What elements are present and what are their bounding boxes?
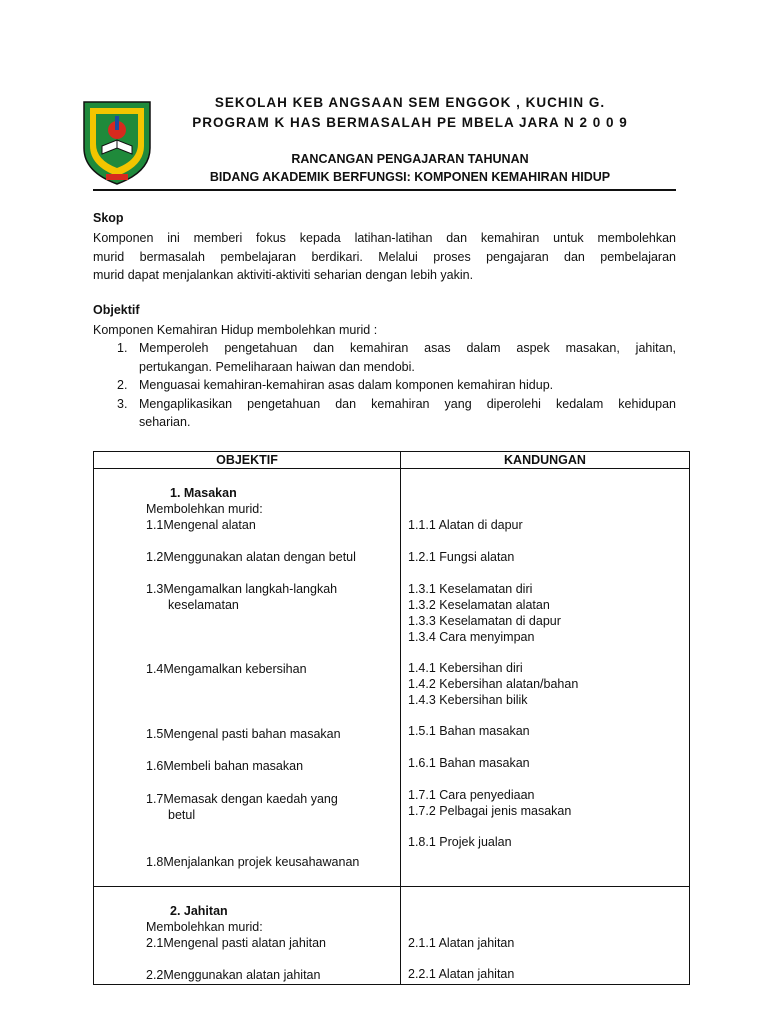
content-item: 1.4.1 Kebersihan diri (408, 661, 523, 675)
content-item: 1.3.2 Keselamatan alatan (408, 598, 550, 612)
item-line: Memperoleh pengetahuan dan kemahiran asas dalam aspek masakan, jahitan, (139, 341, 676, 355)
item-number: 2. (117, 378, 128, 392)
objective-item: 1.5Mengenal pasti bahan masakan (146, 727, 341, 741)
objektif-intro-text: Komponen Kemahiran Hidup membolehkan murid : (93, 323, 378, 337)
content-item: 2.1.1 Alatan jahitan (408, 936, 515, 950)
objective-item: 1.6Membeli bahan masakan (146, 759, 304, 773)
item-line: Mengaplikasikan pengetahuan dan kemahiran yang diperolehi kedalam kehidupan (139, 396, 676, 411)
skop-line: Komponen ini memberi fokus kepada latihan-latihan dan kemahiran untuk membolehkan (93, 231, 676, 245)
objective-item-continued: keselamatan (168, 598, 239, 612)
item-line: pertukangan. Pemeliharaan haiwan dan mendobi. (139, 359, 415, 374)
content-item: 1.7.1 Cara penyediaan (408, 788, 535, 802)
content-item: 2.2.1 Alatan jahitan (408, 967, 515, 981)
content-item: 1.4.3 Kebersihan bilik (408, 693, 528, 707)
section-divider (94, 886, 689, 887)
content-item: 1.3.4 Cara menyimpan (408, 630, 535, 644)
objektif-item (93, 376, 676, 395)
program-name: PROGRAM K HAS BERMASALAH PE MBELA JARA N 2 0 0 9 (192, 115, 628, 130)
skop-heading: Skop (93, 211, 124, 225)
skop-paragraph (93, 229, 676, 285)
column-header-kandungan: KANDUNGAN (504, 453, 586, 467)
content-table (93, 451, 690, 985)
objective-item: 1.3Mengamalkan langkah-langkah (146, 582, 338, 596)
objective-item: 2.2Menggunakan alatan jahitan (146, 968, 321, 982)
objektif-heading: Objektif (93, 303, 140, 317)
objektif-item (93, 395, 676, 432)
section-intro: Membolehkan murid: (146, 502, 263, 516)
content-item: 1.4.2 Kebersihan alatan/bahan (408, 677, 579, 691)
document-subtitle: BIDANG AKADEMIK BERFUNGSI: KOMPONEN KEMAHIRAN HIDUP (209, 170, 611, 184)
section-intro: Membolehkan murid: (146, 920, 263, 934)
header-divider (93, 189, 676, 191)
objective-item: 2.1Mengenal pasti alatan jahitan (146, 936, 326, 950)
document-title: RANCANGAN PENGAJARAN TAHUNAN (291, 152, 529, 166)
objective-item-continued: betul (168, 808, 196, 822)
objective-item: 1.7Memasak dengan kaedah yang (146, 792, 338, 806)
item-line: seharian. (139, 415, 191, 429)
content-item: 1.3.3 Keselamatan di dapur (408, 614, 561, 628)
header-row-divider (94, 468, 689, 469)
school-name: SEKOLAH KEB ANGSAAN SEM ENGGOK , KUCHIN G. (214, 95, 606, 110)
item-number: 3. (117, 396, 128, 411)
section-heading-jahitan: 2. Jahitan (170, 904, 228, 918)
content-item: 1.6.1 Bahan masakan (408, 756, 530, 770)
column-divider (400, 452, 401, 984)
objektif-intro (93, 321, 676, 340)
content-item: 1.1.1 Alatan di dapur (408, 518, 523, 532)
objektif-item (93, 339, 676, 376)
content-item: 1.2.1 Fungsi alatan (408, 550, 515, 564)
content-item: 1.3.1 Keselamatan diri (408, 582, 533, 596)
objektif-list (93, 339, 676, 432)
item-line: Menguasai kemahiran-kemahiran asas dalam komponen kemahiran hidup. (139, 378, 554, 392)
content-item: 1.5.1 Bahan masakan (408, 724, 530, 738)
objective-item: 1.2Menggunakan alatan dengan betul (146, 550, 356, 564)
objective-item: 1.8Menjalankan projek keusahawanan (146, 855, 360, 869)
content-item: 1.7.2 Pelbagai jenis masakan (408, 804, 572, 818)
content-item: 1.8.1 Projek jualan (408, 835, 512, 849)
column-header-objektif: OBJEKTIF (216, 453, 278, 467)
skop-line: murid bermasalah pembelajaran berdikari. Melalui proses pengajaran dan pembelajaran (93, 249, 676, 264)
skop-line: murid dapat menjalankan aktiviti-aktiviti seharian dengan lebih yakin. (93, 268, 474, 282)
section-heading-masakan: 1. Masakan (170, 486, 237, 500)
objective-item: 1.1Mengenal alatan (146, 518, 256, 532)
item-number: 1. (117, 341, 128, 355)
objective-item: 1.4Mengamalkan kebersihan (146, 662, 307, 676)
